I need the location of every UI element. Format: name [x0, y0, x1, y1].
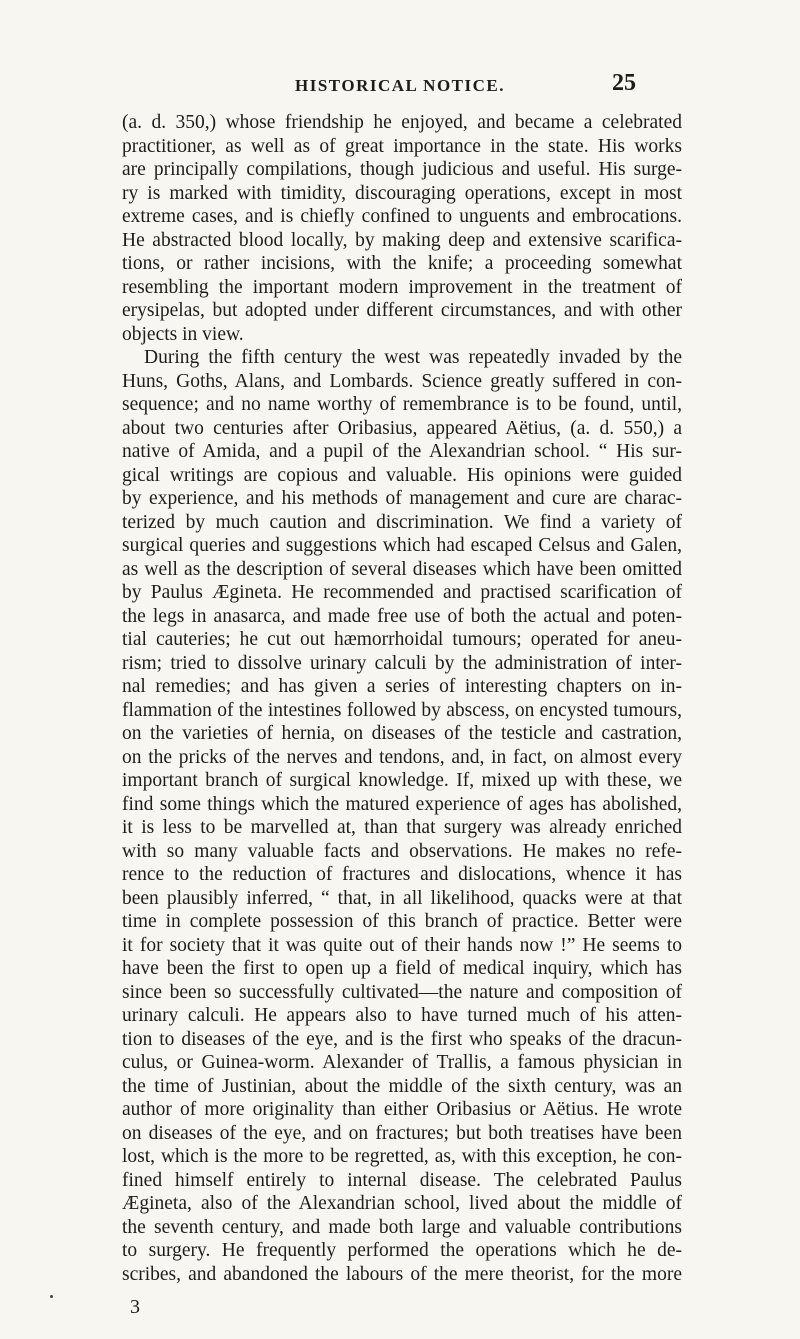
text-line: extreme cases, and is chiefly confined to unguents and embrocations. — [122, 206, 682, 227]
text-line: since been so successfully cultivated—the nature and composition of — [122, 981, 682, 1003]
text-line: to surgery. He frequently performed the operations which he de- — [122, 1240, 682, 1261]
text-line: as well as the description of several diseases which have been omitted — [122, 558, 682, 580]
text-line: find some things which the matured experience of ages has abolished, — [122, 793, 682, 815]
text-line: practitioner, as well as of great importance in the state. His works — [122, 135, 682, 157]
text-line: nal remedies; and has given a series of interesting chapters on in- — [122, 676, 682, 697]
text-line: by experience, and his methods of management and cure are charac- — [122, 488, 682, 509]
text-line: tial cauteries; he cut out hæmorrhoidal tumours; operated for aneu- — [122, 629, 682, 650]
paragraph-start-line: During the fifth century the west was repeatedly invaded by the — [144, 347, 682, 368]
text-line: lost, which is the more to be regretted, as, with this exception, he con- — [122, 1146, 682, 1167]
margin-speck — [50, 1295, 53, 1298]
text-line: Huns, Goths, Alans, and Lombards. Science greatly suffered in con- — [122, 370, 682, 392]
text-line: tion to diseases of the eye, and is the first who speaks of the dracun- — [122, 1028, 682, 1050]
text-line: tions, or rather incisions, with the knife; a proceeding somewhat — [122, 253, 682, 274]
page-number: 25 — [612, 70, 636, 96]
signature-mark: 3 — [130, 1296, 140, 1318]
text-line: time in complete possession of this branch of practice. Better were — [122, 911, 682, 932]
text-line: erysipelas, but adopted under different circumstances, and with other — [122, 300, 682, 321]
text-line: on the varieties of hernia, on diseases of the testicle and castration, — [122, 723, 682, 744]
text-line: urinary calculi. He appears also to have turned much of his atten- — [122, 1005, 682, 1026]
text-line: rence to the reduction of fractures and dislocations, whence it has — [122, 864, 682, 885]
text-line: it is less to be marvelled at, than that surgery was already enriched — [122, 817, 682, 838]
text-line: (a. d. 350,) whose friendship he enjoyed, and became a celebrated — [122, 112, 682, 133]
text-line: rism; tried to dissolve urinary calculi by the administration of inter- — [122, 652, 682, 674]
text-line: with so many valuable facts and observations. He makes no refe- — [122, 840, 682, 862]
text-line: flammation of the intestines followed by abscess, on encysted tumours, — [122, 699, 682, 721]
text-line: by Paulus Ægineta. He recommended and practised scarification of — [122, 582, 682, 603]
text-line: are principally compilations, though judicious and useful. His surge- — [122, 159, 682, 180]
text-line: terized by much caution and discrimination. We find a variety of — [122, 511, 682, 533]
text-line: author of more originality than either Oribasius or Aëtius. He wrote — [122, 1099, 682, 1120]
text-line: native of Amida, and a pupil of the Alexandrian school. “ His sur- — [122, 441, 682, 462]
body-text — [122, 111, 682, 1286]
text-line: it for society that it was quite out of their hands now !” He seems to — [122, 934, 682, 956]
text-line: surgical queries and suggestions which had escaped Celsus and Galen, — [122, 535, 682, 556]
text-line: ry is marked with timidity, discouraging operations, except in most — [122, 182, 682, 204]
text-line: resembling the important modern improvement in the treatment of — [122, 276, 682, 298]
text-line: been plausibly inferred, “ that, in all likelihood, quacks were at that — [122, 887, 682, 909]
text-line: the legs in anasarca, and made free use of both the actual and poten- — [122, 605, 682, 627]
running-title: HISTORICAL NOTICE. — [295, 76, 505, 95]
text-line: fined himself entirely to internal disease. The celebrated Paulus — [122, 1169, 682, 1191]
text-line: culus, or Guinea-worm. Alexander of Trallis, a famous physician in — [122, 1052, 682, 1073]
text-line: the time of Justinian, about the middle of the sixth century, was an — [122, 1075, 682, 1097]
text-line: sequence; and no name worthy of remembrance is to be found, until, — [122, 394, 682, 415]
text-line: have been the first to open up a field of medical inquiry, which has — [122, 958, 682, 979]
text-line: scribes, and abandoned the labours of the mere theorist, for the more — [122, 1263, 682, 1285]
text-line: gical writings are copious and valuable. His opinions were guided — [122, 464, 682, 486]
text-line: about two centuries after Oribasius, appeared Aëtius, (a. d. 550,) a — [122, 417, 682, 439]
text-line: Ægineta, also of the Alexandrian school, lived about the middle of — [122, 1193, 682, 1214]
text-line: objects in view. — [122, 323, 244, 345]
text-line: the seventh century, and made both large and valuable contributions — [122, 1216, 682, 1238]
text-line: on the pricks of the nerves and tendons, and, in fact, on almost every — [122, 746, 682, 768]
text-line: important branch of surgical knowledge. If, mixed up with these, we — [122, 770, 682, 791]
text-line: He abstracted blood locally, by making deep and extensive scarifica- — [122, 229, 682, 251]
text-line: on diseases of the eye, and on fractures; but both treatises have been — [122, 1122, 682, 1144]
